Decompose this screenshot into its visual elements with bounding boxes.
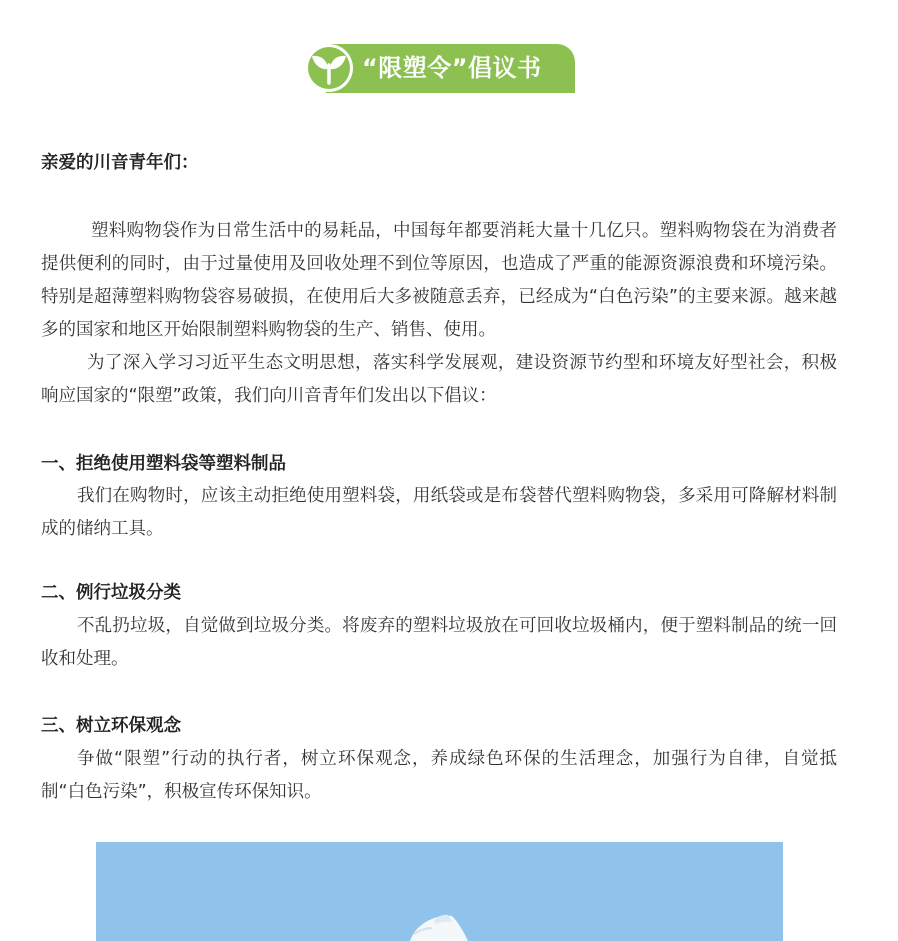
section-body-3: 争做“限塑”行动的执行者，树立环保观念，养成绿色环保的生活理念，加强行为自律，自觉抵制“白色污染”，积极宣传环保知识。: [41, 749, 837, 802]
section-heading-2: 二、例行垃圾分类: [41, 583, 181, 603]
section-body-1: 我们在购物时，应该主动拒绝使用塑料袋，用纸袋或是布袋替代塑料购物袋，多采用可降解材料制成的储纳工具。: [41, 486, 837, 539]
section-heading-1: 一、拒绝使用塑料袋等塑料制品: [41, 454, 286, 474]
proposal-paragraph: 为了深入学习习近平生态文明思想，落实科学发展观，建设资源节约型和环境友好型社会，积极响应国家的“限塑”政策，我们向川音青年们发出以下倡议：: [41, 353, 837, 406]
section-body-2: 不乱扔垃圾，自觉做到垃圾分类。将废弃的塑料垃圾放在可回收垃圾桶内，便于塑料制品的统一回收和处理。: [41, 616, 837, 669]
title-banner: [304, 43, 575, 93]
greeting: 亲爱的川音青年们：: [41, 153, 199, 173]
intro-paragraph: 塑料购物袋作为日常生活中的易耗品，中国每年都要消耗大量十几亿只。塑料购物袋在为消费者提供便利的同时，由于过量使用及回收处理不到位等原因，也造成了严重的能源资源浪费和环境污染。特别是超薄塑料购物袋容易破损，在使用后大多被随意丢弃，已经成为“白色污染”的主要来源。越来越多的国家和地区开始限制塑料购物袋的生产、销售、使用。: [41, 221, 837, 340]
sprout-icon: [304, 43, 354, 93]
plastic-bag-illustration: [96, 842, 783, 941]
section-heading-3: 三、树立环保观念: [41, 716, 181, 736]
page-title: “限塑令”倡议书: [362, 54, 542, 82]
illustration-photo: [96, 842, 783, 941]
